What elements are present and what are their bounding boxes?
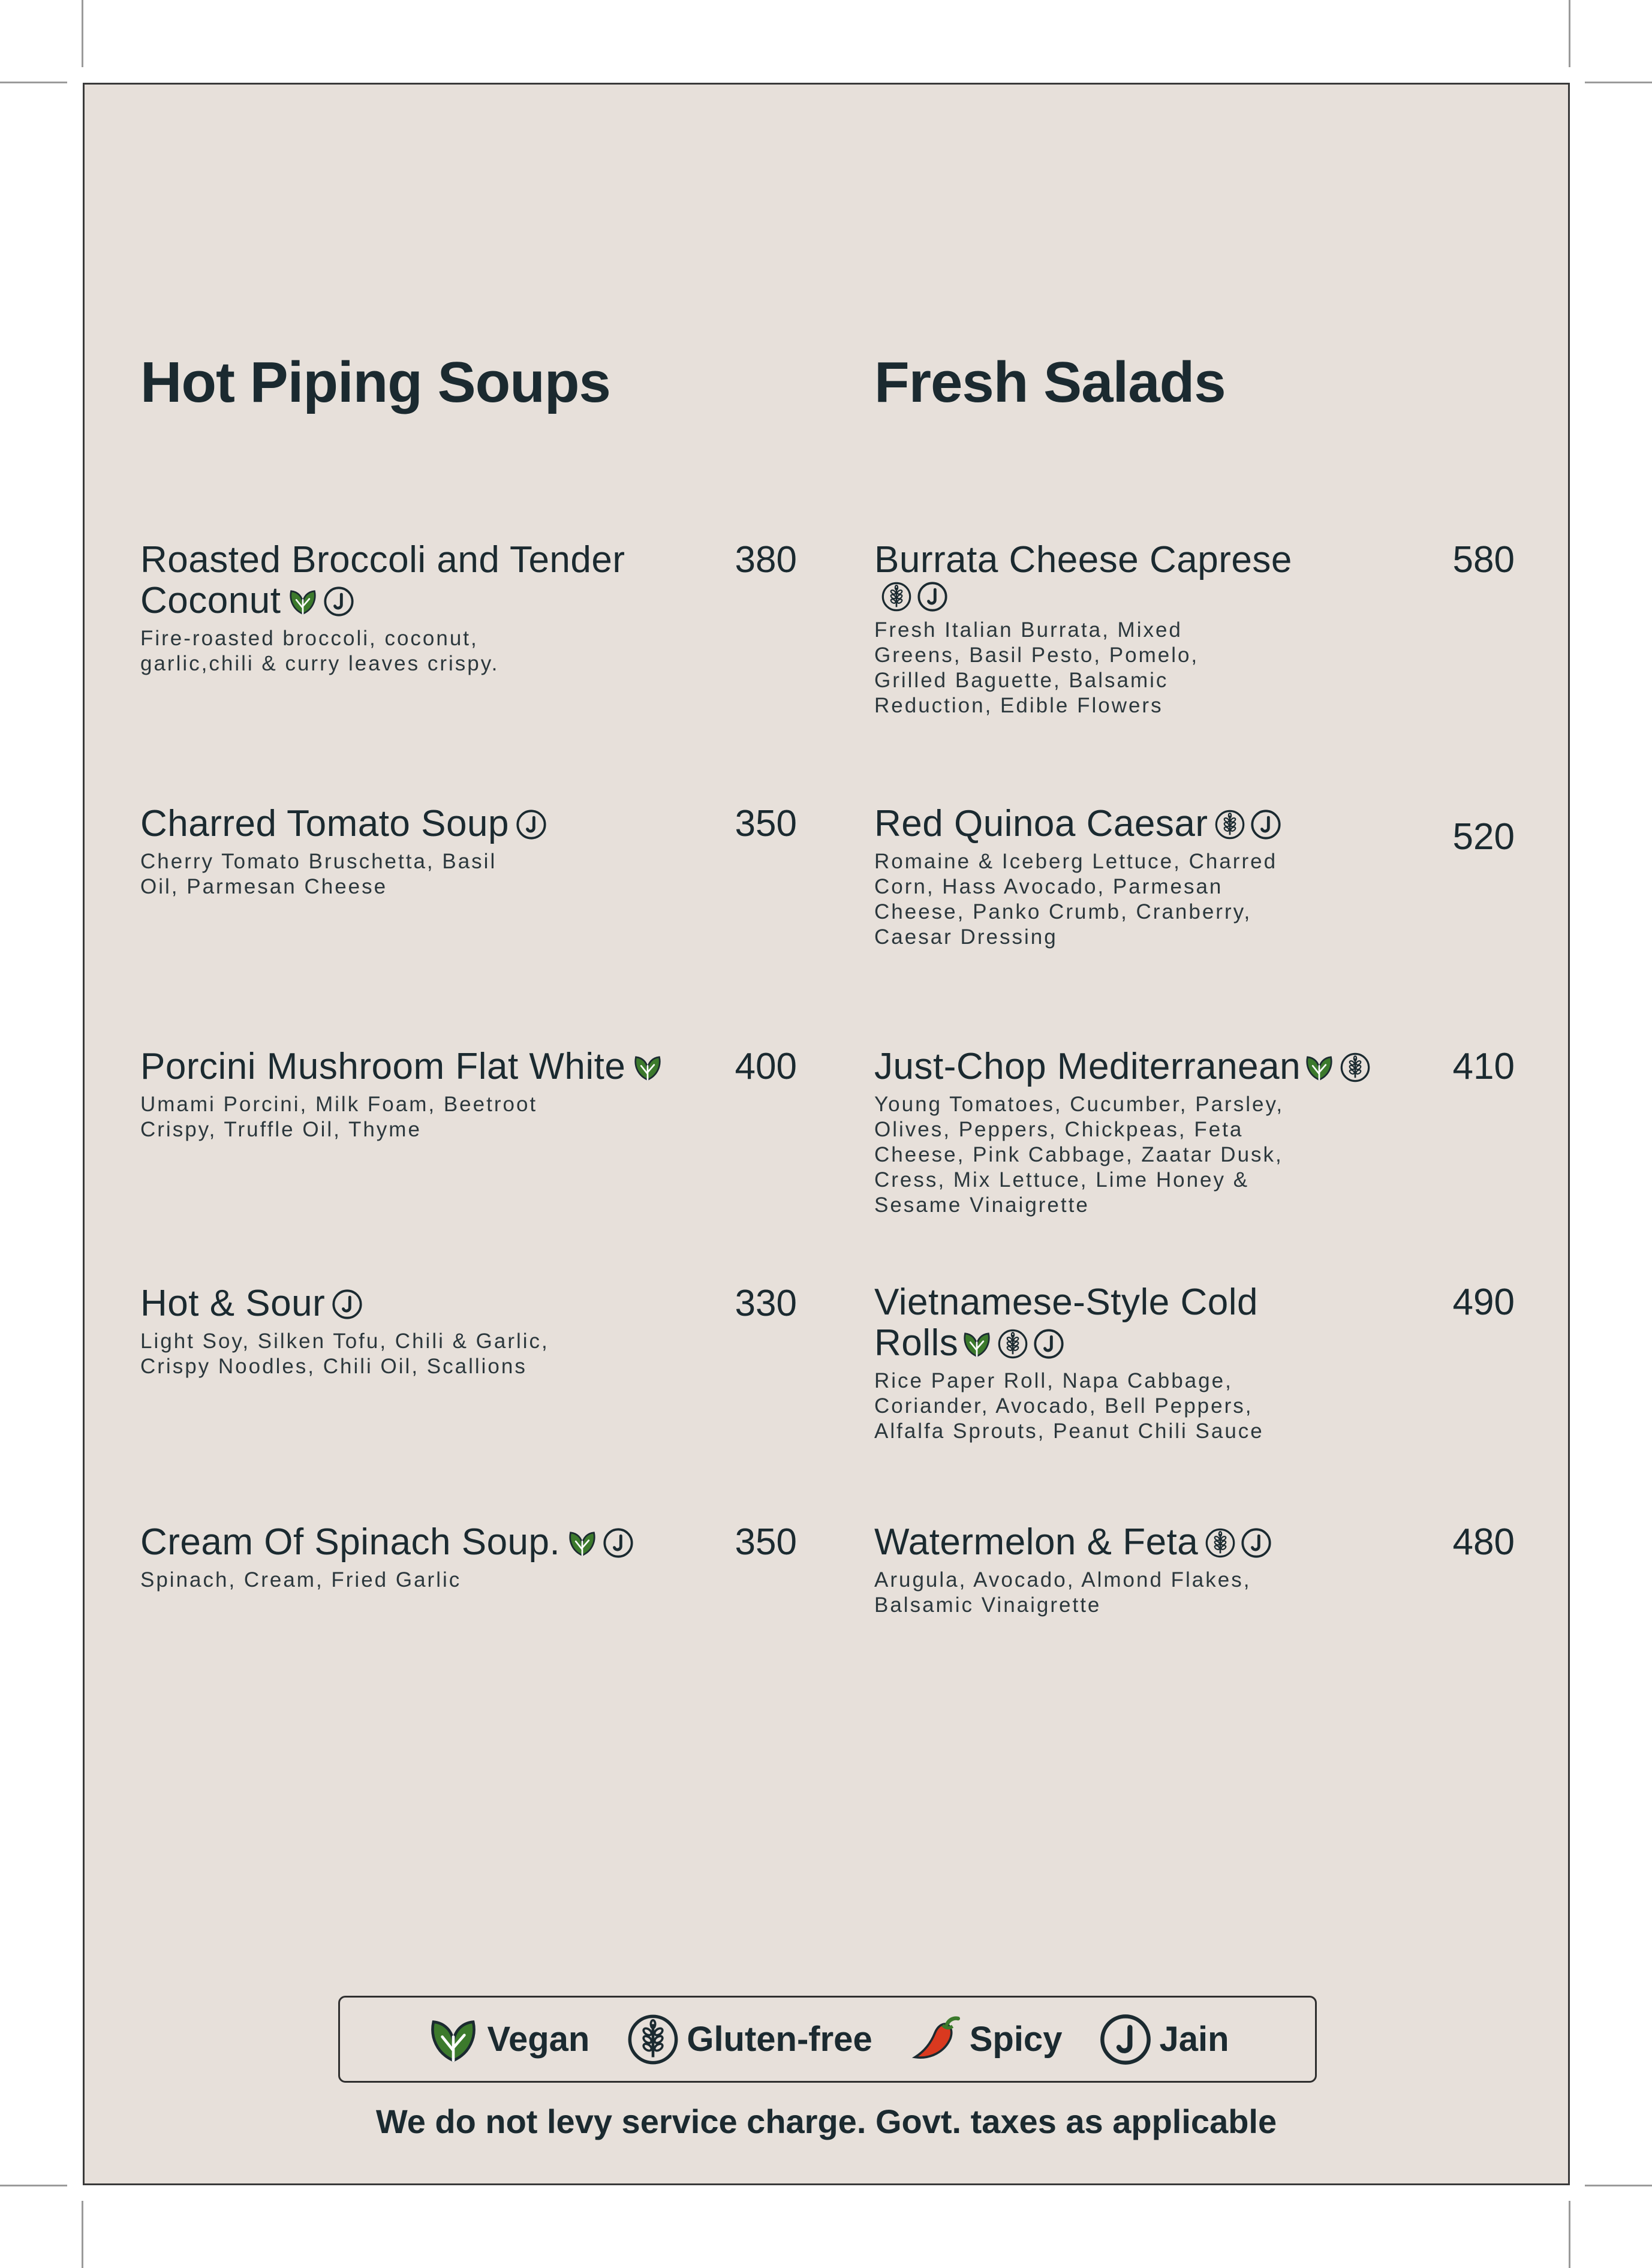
diet-icons (287, 585, 355, 618)
diet-icons (880, 580, 949, 613)
item-description: Fire-roasted broccoli, coconut, garlic,chili & curry leaves crispy. (140, 627, 499, 675)
legend-vegan (426, 2012, 589, 2067)
item-description: Fresh Italian Burrata, Mixed Greens, Basil Pesto, Pomelo, Grilled Baguette, Balsamic Reduction, Edible Flowers (874, 618, 1199, 717)
crop-mark (0, 82, 67, 83)
jain-icon (916, 580, 949, 613)
item-name: Cream Of Spinach Soup. (140, 1521, 561, 1563)
item-name: Porcini Mushroom Flat White (140, 1046, 626, 1087)
jain-icon (602, 1527, 634, 1559)
item-description: Umami Porcini, Milk Foam, Beetroot Crispy, Truffle Oil, Thyme (140, 1093, 538, 1141)
jain-icon (1250, 808, 1282, 841)
menu-item (140, 1283, 797, 1379)
service-charge-note: We do not levy service charge. Govt. taxes as applicable (375, 2102, 1277, 2140)
crop-mark (82, 0, 83, 67)
leaf-icon (1303, 1051, 1335, 1084)
diet-icons (566, 1527, 634, 1559)
menu-item (874, 1046, 1515, 1218)
item-price: 580 (1452, 539, 1515, 580)
item-description: Young Tomatoes, Cucumber, Parsley, Olives, Peppers, Chickpeas, Feta Cheese, Pink Cabbage, Zaatar Dusk, Cress, Mix Lettuce, Lime Honey & Sesame Vinaigrette (874, 1093, 1284, 1217)
menu-item (874, 804, 1515, 950)
wheat-icon (625, 2012, 681, 2067)
leaf-icon (287, 585, 319, 618)
legend-label: Spicy (969, 2020, 1063, 2059)
leaf-icon (961, 1328, 993, 1360)
item-name: Just-Chop Mediterranean (874, 1046, 1301, 1087)
jain-icon (515, 808, 547, 841)
wheat-icon (880, 580, 913, 613)
legend-label: Gluten-free (687, 2020, 872, 2059)
section-title-soups: Hot Piping Soups (140, 350, 610, 414)
item-price: 400 (735, 1046, 797, 1087)
diet-icons (961, 1328, 1065, 1360)
item-name: Hot & Sour (140, 1283, 326, 1324)
wheat-icon (997, 1328, 1029, 1360)
legend-label: Vegan (487, 2020, 590, 2059)
leaf-icon (566, 1527, 598, 1559)
item-price: 380 (735, 539, 797, 580)
item-description: Arugula, Avocado, Almond Flakes, Balsamic Vinaigrette (874, 1568, 1251, 1617)
legend-gluten-free (625, 2012, 872, 2067)
jain-icon (331, 1288, 363, 1321)
item-name: Vietnamese-Style Cold Rolls (874, 1282, 1259, 1364)
menu-item (140, 1522, 797, 1593)
diet-icons (631, 1051, 664, 1084)
item-price: 330 (735, 1283, 797, 1324)
crop-mark (1585, 2185, 1652, 2186)
menu-item (874, 1522, 1515, 1618)
jain-icon (1240, 1527, 1272, 1559)
diet-icons (1214, 808, 1282, 841)
wheat-icon (1214, 808, 1246, 841)
item-price: 350 (735, 803, 797, 844)
item-description: Rice Paper Roll, Napa Cabbage, Coriander, Avocado, Bell Peppers, Alfalfa Sprouts, Peanut Chili Sauce (874, 1369, 1264, 1443)
item-name: Red Quinoa Caesar (874, 803, 1208, 844)
jain-icon (1098, 2012, 1153, 2067)
item-name: Watermelon & Feta (874, 1521, 1199, 1563)
section-title-salads: Fresh Salads (874, 350, 1226, 414)
leaf-icon (631, 1051, 664, 1084)
diet-icons (1303, 1051, 1371, 1084)
menu-item (140, 1046, 797, 1142)
item-price: 520 (1452, 816, 1515, 858)
menu-item (874, 1282, 1515, 1444)
crop-mark (1585, 82, 1652, 83)
diet-icons (331, 1288, 363, 1321)
crop-mark (1569, 0, 1570, 67)
jain-icon (1033, 1328, 1065, 1360)
item-name: Roasted Broccoli and Tender Coconut (140, 539, 625, 621)
wheat-icon (1339, 1051, 1371, 1084)
menu-item (140, 540, 797, 676)
crop-mark (0, 2185, 67, 2186)
legend-jain (1098, 2012, 1229, 2067)
item-description: Spinach, Cream, Fried Garlic (140, 1568, 462, 1592)
crop-mark (1569, 2201, 1570, 2268)
item-description: Light Soy, Silken Tofu, Chili & Garlic, Crispy Noodles, Chili Oil, Scallions (140, 1329, 549, 1378)
legend-spicy (908, 2012, 1063, 2067)
jain-icon (323, 585, 355, 618)
item-price: 410 (1452, 1046, 1515, 1087)
chili-icon (908, 2012, 964, 2067)
item-price: 490 (1452, 1282, 1515, 1323)
diet-icons (515, 808, 547, 841)
wheat-icon (1204, 1527, 1236, 1559)
item-price: 350 (735, 1521, 797, 1563)
item-description: Cherry Tomato Bruschetta, Basil Oil, Parmesan Cheese (140, 850, 497, 898)
item-name: Charred Tomato Soup (140, 803, 509, 844)
diet-legend (338, 1996, 1317, 2083)
legend-label: Jain (1159, 2020, 1229, 2059)
crop-mark (82, 2201, 83, 2268)
menu-item (874, 540, 1515, 718)
item-name: Burrata Cheese Caprese (874, 539, 1292, 580)
menu-item (140, 804, 797, 900)
item-price: 480 (1452, 1521, 1515, 1563)
item-description: Romaine & Iceberg Lettuce, Charred Corn, Hass Avocado, Parmesan Cheese, Panko Crumb, Cranberry, Caesar Dressing (874, 850, 1278, 949)
diet-icons (1204, 1527, 1272, 1559)
leaf-icon (426, 2012, 481, 2067)
